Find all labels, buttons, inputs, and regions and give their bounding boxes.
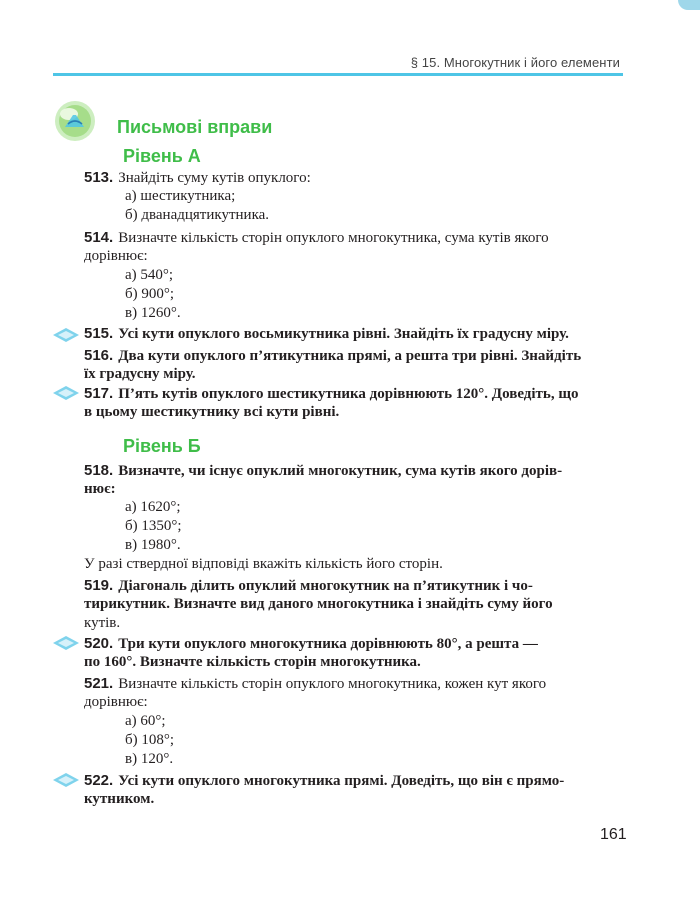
option-b: б) 1350°; — [125, 518, 182, 534]
exercise-515 — [84, 324, 569, 344]
exercise-note: У разі ствердної відповіді вкажіть кількість його сторін. — [84, 556, 443, 572]
exercise-513 — [84, 168, 311, 188]
exercise-520 — [84, 634, 538, 654]
exercise-text-continued: кутів. — [84, 615, 121, 631]
exercise-number: 514. — [84, 229, 114, 246]
exercise-text-continued: тирикутник. Визначте вид даного многокутника і знайдіть суму його — [84, 596, 553, 612]
exercise-text: Знайдіть суму кутів опуклого: — [118, 170, 311, 186]
exercise-number: 521. — [84, 675, 114, 692]
exercise-text-continued: нює: — [84, 481, 116, 497]
exercise-text-continued: дорівнює: — [84, 694, 148, 710]
exercise-number: 520. — [84, 635, 114, 652]
exercise-text: Три кути опуклого многокутника дорівнюють 80°, а решта — — [118, 636, 538, 652]
exercise-number: 519. — [84, 577, 114, 594]
exercise-number: 518. — [84, 462, 114, 479]
exercise-518 — [84, 461, 562, 481]
difficulty-diamond-icon — [53, 386, 79, 400]
option-a: а) 60°; — [125, 713, 166, 729]
exercise-514 — [84, 228, 549, 248]
exercise-text: Усі кути опуклого многокутника прямі. Доведіть, що він є прямо- — [118, 773, 565, 789]
exercise-text: Два кути опуклого п’ятикутника прямі, а решта три рівні. Знайдіть — [118, 348, 582, 364]
exercise-text-continued: в цьому шестикутнику всі кути рівні. — [84, 404, 340, 420]
option-c: в) 120°. — [125, 751, 174, 767]
level-heading-b: Рівень Б — [123, 436, 201, 456]
option-c: в) 1980°. — [125, 537, 181, 553]
corner-tab-decoration — [678, 0, 700, 10]
level-heading-a: Рівень А — [123, 146, 201, 166]
option-b: б) 108°; — [125, 732, 175, 748]
exercise-text: Визначте кількість сторін опуклого многокутника, сума кутів якого — [118, 230, 549, 246]
difficulty-diamond-icon — [53, 328, 79, 342]
exercise-number: 515. — [84, 325, 114, 342]
header-rule — [53, 73, 623, 76]
difficulty-diamond-icon — [53, 636, 79, 650]
running-head: § 15. Многокутник і його елементи — [410, 55, 620, 70]
section-title: Письмові вправи — [117, 117, 273, 137]
page-number: 161 — [600, 826, 627, 843]
exercise-number: 516. — [84, 347, 114, 364]
exercise-text-continued: по 160°. Визначте кількість сторін многокутника. — [84, 654, 421, 670]
exercise-text-continued: кутником. — [84, 791, 155, 807]
option-c: в) 1260°. — [125, 305, 181, 321]
option-a: а) 1620°; — [125, 499, 181, 515]
difficulty-diamond-icon — [53, 773, 79, 787]
exercise-text: Діагональ ділить опуклий многокутник на п’ятикутник і чо- — [118, 578, 533, 594]
exercise-text: П’ять кутів опуклого шестикутника дорівнюють 120°. Доведіть, що — [118, 386, 579, 402]
option-b: б) дванадцятикутника. — [125, 207, 270, 223]
exercise-text: Усі кути опуклого восьмикутника рівні. Знайдіть їх градусну міру. — [118, 326, 569, 342]
exercise-text: Визначте кількість сторін опуклого многокутника, кожен кут якого — [118, 676, 547, 692]
option-a: а) шестикутника; — [125, 188, 236, 204]
exercise-522 — [84, 771, 564, 791]
exercise-text: Визначте, чи існує опуклий многокутник, сума кутів якого дорів- — [118, 463, 563, 479]
exercise-number: 522. — [84, 772, 114, 789]
exercise-519 — [84, 576, 533, 596]
exercise-number: 517. — [84, 385, 114, 402]
option-b: б) 900°; — [125, 286, 175, 302]
exercise-517 — [84, 384, 579, 404]
exercise-text-continued: їх градусну міру. — [84, 366, 196, 382]
exercise-516 — [84, 346, 581, 366]
exercise-521 — [84, 674, 546, 694]
option-a: а) 540°; — [125, 267, 174, 283]
writing-exercises-icon — [54, 100, 96, 142]
exercise-number: 513. — [84, 169, 114, 186]
exercise-text-continued: дорівнює: — [84, 248, 148, 264]
